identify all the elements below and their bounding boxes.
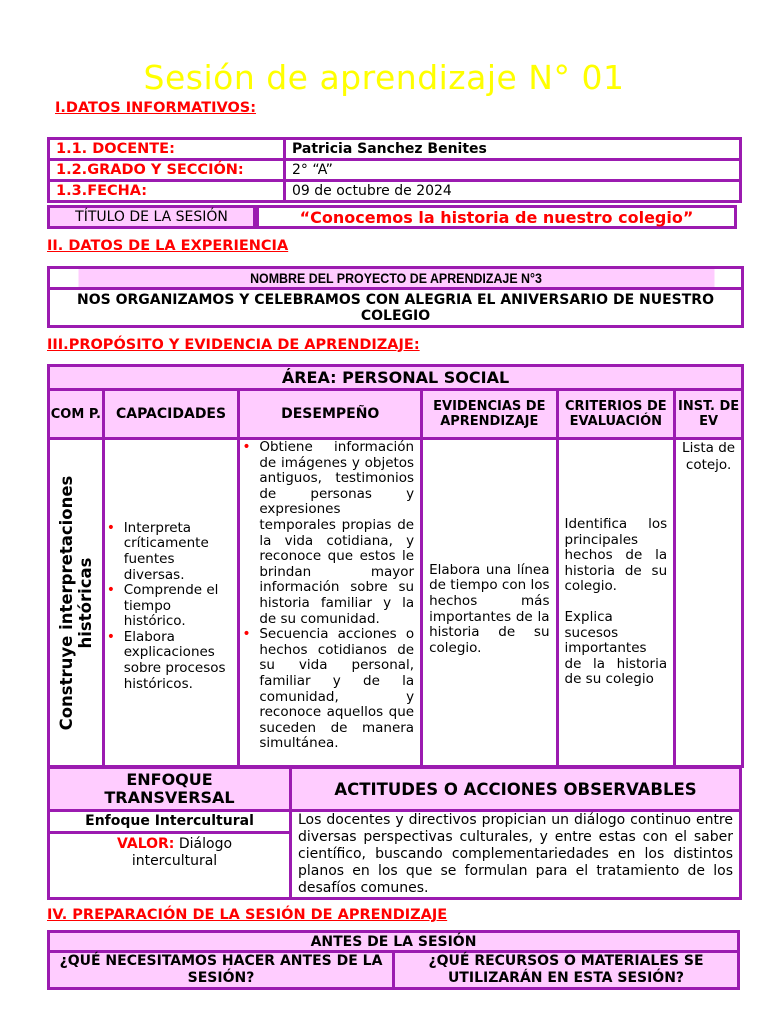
grado-value: 2° “A” bbox=[285, 160, 741, 181]
capacidades-cell bbox=[103, 439, 239, 767]
section-heading-datos: I.DATOS INFORMATIVOS: bbox=[55, 100, 257, 116]
inst-header: INST. DE EV bbox=[675, 390, 743, 439]
desempeno-cell bbox=[239, 439, 422, 767]
actitudes-header: ACTITUDES O ACCIONES OBSERVABLES bbox=[291, 768, 741, 811]
grado-label: 1.2.GRADO Y SECCIÓN: bbox=[49, 160, 285, 181]
evidencias-header: EVIDENCIAS DE APRENDIZAJE bbox=[422, 390, 557, 439]
preparacion-table bbox=[47, 930, 740, 990]
criterios-cell bbox=[557, 439, 675, 767]
capacidad-item: • Interpreta críticamente fuentes diversas. bbox=[107, 521, 234, 583]
valor-label: VALOR: bbox=[116, 835, 175, 852]
area-header: ÁREA: PERSONAL SOCIAL bbox=[49, 366, 743, 390]
docente-value: Patricia Sanchez Benites bbox=[285, 139, 741, 160]
criterio-item: Identifica los principales hechos de la historia de su colegio. bbox=[564, 516, 668, 595]
titulo-sesion-label: TÍTULO DE LA SESIÓN bbox=[47, 205, 256, 229]
enfoque-header: ENFOQUE TRANSVERSAL bbox=[49, 768, 291, 811]
enfoque-name: Enfoque Intercultural bbox=[49, 811, 291, 833]
experiencia-table bbox=[47, 266, 744, 328]
section-heading-experiencia: II. DATOS DE LA EXPERIENCIA bbox=[47, 238, 289, 254]
criterio-item: Explica sucesos importantes de la historia de su colegio bbox=[564, 609, 668, 688]
fecha-value: 09 de octubre de 2024 bbox=[285, 181, 741, 202]
valor-text: Diálogo intercultural bbox=[131, 835, 233, 869]
desempeno-item: • Obtiene información de imágenes y objetos antiguos, testimonios de personas y expresiones temporales propias de la vida cotidiana, y reconoce que estos le brindan mayor información sobre su historia familiar y la de su comunidad. bbox=[242, 440, 414, 627]
competencia-cell bbox=[49, 439, 104, 767]
titulo-sesion-value: “Conocemos la historia de nuestro colegio” bbox=[256, 205, 737, 229]
competencia-text: Construye interpretaciones históricas bbox=[56, 475, 95, 730]
proyecto-header: NOMBRE DEL PROYECTO DE APRENDIZAJE N°3 bbox=[76, 268, 714, 289]
page-title: Sesión de aprendizaje N° 01 bbox=[143, 58, 625, 97]
actitudes-text: Los docentes y directivos propician un diálogo continuo entre diversas perspectivas culturales, y entre estas con el saber científico, buscando complementariedades en los distintos planos en los que se formulan para el tratamiento de los desafíos comunes. bbox=[291, 811, 741, 899]
fecha-label: 1.3.FECHA: bbox=[49, 181, 285, 202]
capacidad-item: • Elabora explicaciones sobre procesos históricos. bbox=[107, 630, 234, 692]
proposito-table bbox=[47, 364, 744, 768]
capacidad-item: • Comprende el tiempo histórico. bbox=[107, 583, 234, 630]
section-heading-proposito: III.PROPÓSITO Y EVIDENCIA DE APRENDIZAJE: bbox=[47, 337, 420, 353]
antes-sesion-header: ANTES DE LA SESIÓN bbox=[49, 932, 739, 952]
docente-label: 1.1. DOCENTE: bbox=[49, 139, 285, 160]
section-heading-preparacion: IV. PREPARACIÓN DE LA SESIÓN DE APRENDIZAJE bbox=[47, 907, 448, 923]
instrumento-cell: Lista de cotejo. bbox=[675, 439, 743, 767]
evidencia-cell: Elabora una línea de tiempo con los hechos más importantes de la historia de su colegio. bbox=[422, 439, 557, 767]
enfoque-table bbox=[47, 766, 742, 900]
comp-header: COM P. bbox=[49, 390, 104, 439]
valor-cell bbox=[49, 832, 291, 898]
desempeno-header: DESEMPEÑO bbox=[239, 390, 422, 439]
recursos-header: ¿QUÉ RECURSOS O MATERIALES SE UTILIZARÁN EN ESTA SESIÓN? bbox=[394, 952, 739, 989]
capacidades-header: CAPACIDADES bbox=[103, 390, 239, 439]
proyecto-nombre: NOS ORGANIZAMOS Y CELEBRAMOS CON ALEGRIA EL ANIVERSARIO DE NUESTRO COLEGIO bbox=[49, 289, 743, 327]
criterios-header: CRITERIOS DE EVALUACIÓN bbox=[557, 390, 675, 439]
datos-informativos-table bbox=[47, 137, 742, 203]
necesitamos-header: ¿QUÉ NECESITAMOS HACER ANTES DE LA SESIÓN? bbox=[49, 952, 394, 989]
desempeno-item: • Secuencia acciones o hechos cotidianos de su vida personal, familiar y de la comunidad, y reconoce aquellos que suceden de manera simultánea. bbox=[242, 627, 414, 752]
